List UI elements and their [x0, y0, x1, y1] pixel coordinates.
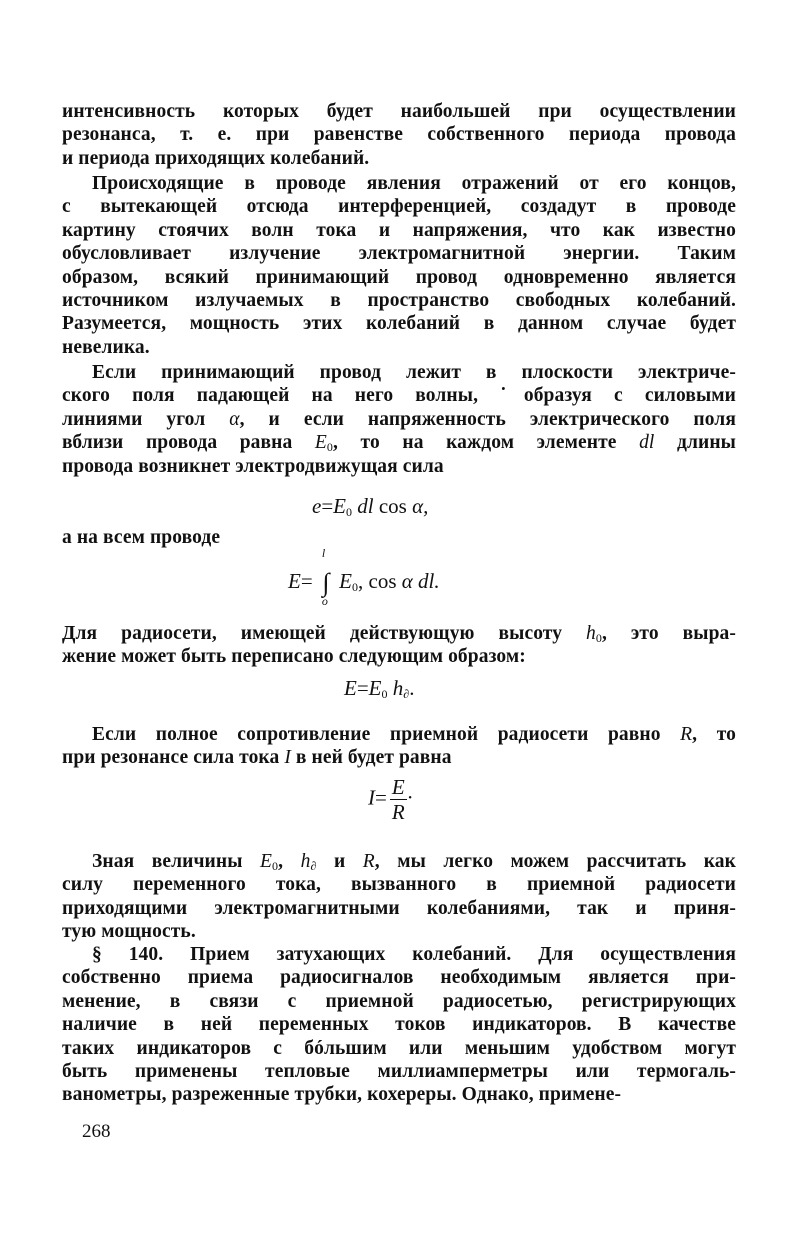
text-line: [62, 455, 736, 478]
math-symbol: h: [586, 623, 596, 644]
text-line: [62, 100, 736, 123]
text-line: [62, 943, 736, 966]
text-segment: Для осуществления: [511, 944, 736, 965]
text-segment: Зная величины: [92, 851, 261, 872]
formula-text: 0: [346, 505, 352, 519]
text-segment: длины: [654, 432, 736, 454]
text-segment: , и если напряженность электрического поля: [239, 408, 736, 430]
text-line: [62, 1060, 736, 1083]
text-line: [62, 622, 736, 645]
math-symbol: 0: [595, 631, 602, 645]
text-line: [62, 431, 736, 454]
formula-current: [368, 775, 414, 824]
text-line: [62, 723, 736, 746]
math-symbol: 0: [326, 440, 334, 455]
text-segment: интенсивность которых будет наибольшей при осуществлении: [62, 101, 736, 122]
formula-effective-height: [344, 676, 414, 702]
text-line: [62, 645, 736, 668]
formula-text: .: [409, 676, 415, 700]
text-segment: Если принимающий провод лежит в плоскости электриче-: [92, 362, 736, 383]
text-line: [62, 289, 736, 312]
formula-text: dl.: [418, 569, 440, 593]
text-line: [62, 361, 736, 384]
text-line: [62, 266, 736, 289]
text-segment: таких индикаторов с бóльшим или меньшим удобством могут: [62, 1037, 736, 1059]
paragraph-5: [62, 723, 736, 770]
text-line: [62, 384, 736, 407]
formula-emf-element: [312, 494, 428, 520]
formula-text: =: [321, 494, 334, 518]
math-symbol: R: [362, 851, 375, 872]
text-segment: собственно приема радиосигналов необходимым является при-: [62, 967, 736, 989]
text-line: [62, 219, 736, 242]
formula-text: h: [392, 676, 404, 700]
text-line: [62, 1083, 736, 1106]
text-segment: вблизи провода равна: [62, 432, 315, 454]
text-line: [62, 195, 736, 218]
formula-emf-integral: [288, 546, 440, 608]
math-symbol: ∂: [310, 859, 317, 873]
math-symbol: 0: [272, 859, 279, 873]
text-line: [62, 1013, 736, 1036]
math-symbol: R: [680, 724, 693, 745]
text-line: [62, 123, 736, 146]
text-segment: Если полное сопротивление приемной радиосети равно: [92, 724, 681, 745]
text-segment: резонанса, т. е. при равенстве собственного периода провода: [62, 124, 736, 146]
text-segment: невелика.: [62, 336, 150, 358]
text-segment: , то на каждом элементе: [333, 432, 640, 454]
text-segment: силу переменного тока, вызванного в приемной радиосети: [62, 874, 736, 896]
text-line: [62, 408, 736, 431]
text-segment: образом, всякий принимающий провод одновременно является: [62, 266, 736, 288]
numerator: E: [391, 775, 405, 799]
denominator: R: [391, 800, 405, 824]
integral-lower: o: [321, 594, 328, 608]
text-segment: при резонансе сила тока: [62, 747, 285, 769]
formula-text: α,: [412, 494, 429, 518]
text-line: [62, 873, 736, 896]
text-segment: в ней будет равна: [290, 747, 452, 769]
paragraph-3: [62, 361, 736, 478]
formula-text: E: [333, 494, 346, 518]
math-symbol: E: [314, 432, 327, 454]
integral-symbol: ∫: [322, 568, 330, 597]
text-segment: Разумеется, мощность этих колебаний в данном случае будет: [62, 313, 736, 335]
text-line: [62, 990, 736, 1013]
text-line: [62, 147, 736, 170]
text-segment: обусловливает излучение электромагнитной энергии. Таким: [62, 243, 736, 265]
text-segment: картину стоячих волн тока и напряжения, что как известно: [62, 219, 736, 241]
math-symbol: E: [260, 851, 273, 872]
text-segment: наличие в ней переменных токов индикаторов. В качестве: [62, 1014, 736, 1036]
text-segment: ванометры, разреженные трубки, кохереры. Однако, примене-: [62, 1084, 622, 1106]
text-line: [62, 920, 736, 943]
formula-text: α: [401, 569, 413, 593]
text-segment: ского поля падающей на него волны, ˙образуя с силовыми: [62, 385, 736, 407]
math-symbol: h: [300, 851, 311, 872]
text-segment: приходящими электромагнитными колебаниями, так и приня-: [62, 897, 736, 919]
formula-text: dl: [357, 494, 374, 518]
text-line: [62, 312, 736, 335]
fraction: [390, 775, 407, 824]
formula-text: I: [368, 785, 375, 810]
formula-text: E: [288, 569, 301, 593]
formula-text: ·: [406, 785, 414, 810]
text-segment: с вытекающей отсюда интерференцией, создадут в проводе: [62, 196, 736, 218]
math-symbol: dl: [639, 432, 655, 454]
text-line: [62, 1037, 736, 1060]
text-segment: провода возникнет электродвижущая сила: [62, 455, 444, 477]
text-segment: , мы легко можем рассчитать как: [374, 851, 736, 872]
text-segment: а на всем проводе: [62, 527, 221, 548]
integral-upper: l: [321, 546, 326, 560]
text-segment: тую мощность.: [62, 921, 196, 943]
section-heading: § 140. Прием затухающих колебаний.: [92, 944, 512, 965]
text-line: [62, 172, 736, 195]
formula-text: =: [375, 785, 387, 810]
text-segment: линиями угол: [62, 408, 230, 430]
math-symbol: α: [229, 408, 240, 430]
paragraph-7: [62, 943, 736, 1107]
formula-text: 0: [381, 687, 388, 701]
page-number: 268: [82, 1121, 111, 1142]
text-line: [62, 746, 736, 769]
text-segment: быть применены тепловые миллиамперметры или термогаль-: [62, 1060, 736, 1082]
text-segment: Происходящие в проводе явления отражений от его концов,: [92, 173, 736, 194]
text-line: [62, 526, 736, 549]
paragraph-2: [62, 172, 736, 359]
text-segment: источником излучаемых в пространство свободных колебаний.: [62, 289, 736, 311]
text-segment: Для радиосети, имеющей действующую высоту: [62, 623, 587, 644]
text-segment: , то: [692, 724, 736, 745]
formula-text: E: [368, 676, 382, 700]
formula-text: ∂: [403, 687, 410, 701]
formula-text: e: [312, 494, 322, 518]
formula-text: cos: [378, 494, 407, 518]
paragraph-6: [62, 850, 736, 944]
formula-text: =: [356, 676, 369, 700]
paragraph-1: [62, 100, 736, 170]
formula-text: E: [344, 676, 357, 700]
formula-text: E: [339, 569, 352, 593]
paragraph-3b: [62, 526, 736, 549]
text-line: [62, 897, 736, 920]
text-segment: и: [316, 851, 363, 872]
formula-text: , cos: [358, 569, 397, 593]
text-line: [62, 336, 736, 359]
text-segment: менение, в связи с приемной радиосетью, регистрирующих: [62, 990, 736, 1012]
text-line: [62, 850, 736, 873]
text-segment: и периода приходящих колебаний.: [62, 147, 370, 169]
integral-sign: [318, 546, 334, 608]
math-symbol: I: [284, 747, 291, 769]
formula-text: 0: [352, 580, 358, 594]
text-line: [62, 966, 736, 989]
formula-text: =: [300, 569, 313, 593]
paragraph-4: [62, 622, 736, 669]
text-segment: , это выра-: [601, 623, 736, 644]
text-segment: ,: [278, 851, 301, 872]
text-line: [62, 242, 736, 265]
text-segment: жение может быть переписано следующим образом:: [62, 646, 526, 668]
